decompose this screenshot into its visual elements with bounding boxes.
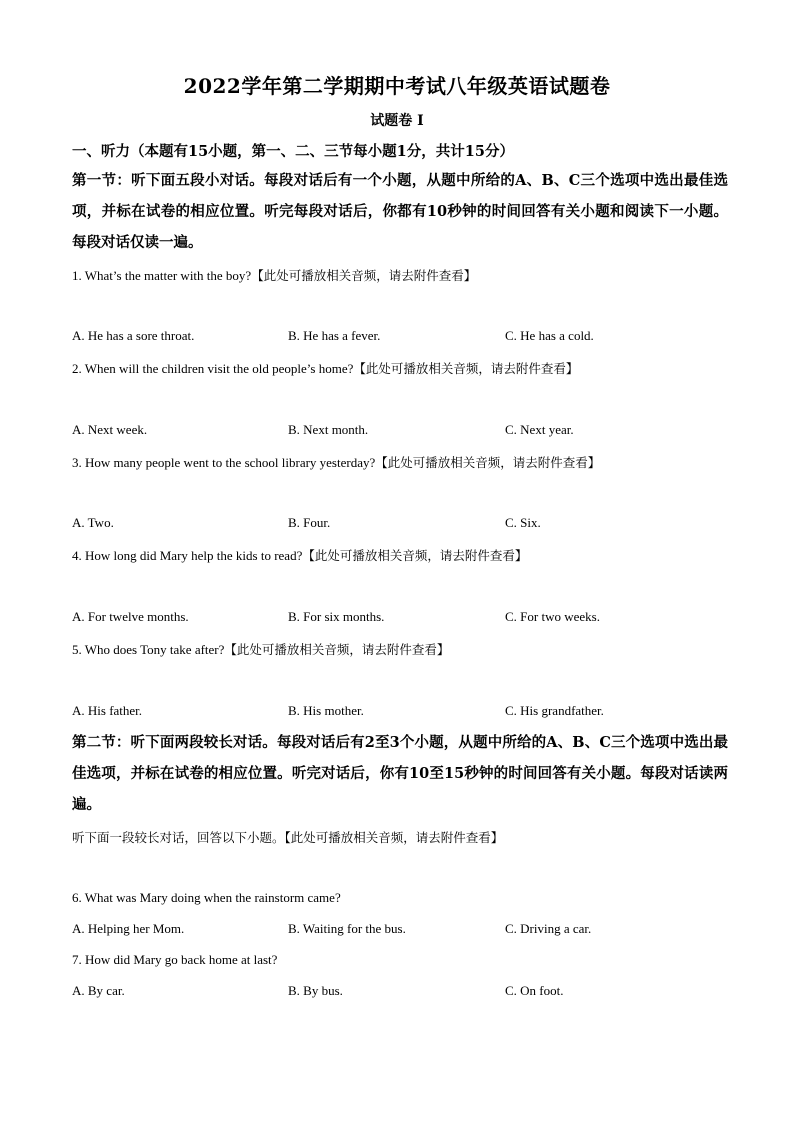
- option-a: A. Next week.: [72, 422, 148, 437]
- option-a: A. His father.: [72, 703, 143, 718]
- question-2: [72, 359, 732, 377]
- question-6: [72, 890, 732, 906]
- audio-note: 【此处可播放相关音频，请去附件查看】: [251, 268, 477, 283]
- question-4-options: [72, 609, 732, 627]
- question-text: 3. How many people went to the school library yesterday?: [72, 455, 376, 470]
- question-4: [72, 546, 732, 564]
- question-text: 5. Who does Tony take after?: [72, 642, 225, 657]
- option-a: A. Helping her Mom.: [72, 921, 185, 936]
- option-c: C. He has a cold.: [505, 328, 594, 343]
- question-7-options: [72, 983, 732, 1001]
- page-title: 2022学年第二学期期中考试八年级英语试题卷: [183, 74, 611, 98]
- audio-note: 【此处可播放相关音频，请去附件查看】: [224, 642, 450, 657]
- audio-note: 【此处可播放相关音频，请去附件查看】: [284, 830, 504, 845]
- question-7: [72, 952, 732, 968]
- option-c: C. Six.: [505, 515, 541, 530]
- question-text: 2. When will the children visit the old people’s home?: [72, 361, 354, 376]
- option-c: C. His grandfather.: [505, 703, 604, 718]
- question-5-options: [72, 703, 732, 721]
- option-b: B. He has a fever.: [288, 328, 381, 343]
- section1-instructions: 第一节：听下面五段小对话。每段对话后有一个小题，从题中所给的A、B、C三个选项中选出最佳选项，并标在试卷的相应位置。听完每段对话后，你都有10秒钟的时间回答有关小题和阅读下一小题。每段对话仅读一遍。: [72, 172, 728, 251]
- audio-note: 【此处可播放相关音频，请去附件查看】: [375, 455, 601, 470]
- option-c: C. On foot.: [505, 983, 564, 998]
- dialogue-intro: [72, 828, 732, 846]
- question-6-options: [72, 921, 732, 939]
- option-a: A. He has a sore throat.: [72, 328, 195, 343]
- option-b: B. Next month.: [288, 422, 369, 437]
- part-heading: 一、听力（本题有15小题，第一、二、三节每小题1分，共计15分）: [72, 143, 514, 160]
- question-text: 6. What was Mary doing when the rainstorm came?: [72, 890, 341, 905]
- page-subtitle: 试题卷 I: [370, 113, 424, 129]
- question-3-options: [72, 515, 732, 533]
- option-a: A. For twelve months.: [72, 609, 189, 624]
- option-b: B. Waiting for the bus.: [288, 921, 406, 936]
- section2-instructions: 第二节：听下面两段较长对话。每段对话后有2至3个小题，从题中所给的A、B、C三个选项中选出最佳选项，并标在试卷的相应位置。听完对话后，你有10至15秒钟的时间回答有关小题。每段对话读两遍。: [72, 734, 728, 813]
- option-b: B. Four.: [288, 515, 331, 530]
- question-5: [72, 640, 732, 658]
- question-1-options: [72, 328, 732, 346]
- option-b: B. By bus.: [288, 983, 343, 998]
- option-c: C. Next year.: [505, 422, 574, 437]
- question-text: 4. How long did Mary help the kids to read?: [72, 548, 303, 563]
- option-c: C. For two weeks.: [505, 609, 600, 624]
- option-b: B. For six months.: [288, 609, 385, 624]
- question-text: 1. What’s the matter with the boy?: [72, 268, 252, 283]
- audio-note: 【此处可播放相关音频，请去附件查看】: [302, 548, 528, 563]
- question-2-options: [72, 422, 732, 440]
- option-b: B. His mother.: [288, 703, 364, 718]
- dialogue-intro-text: 听下面一段较长对话，回答以下小题。: [72, 830, 285, 845]
- option-a: A. Two.: [72, 515, 114, 530]
- option-a: A. By car.: [72, 983, 125, 998]
- audio-note: 【此处可播放相关音频，请去附件查看】: [353, 361, 579, 376]
- question-3: [72, 453, 732, 471]
- question-text: 7. How did Mary go back home at last?: [72, 952, 278, 967]
- question-1: [72, 266, 732, 284]
- option-c: C. Driving a car.: [505, 921, 592, 936]
